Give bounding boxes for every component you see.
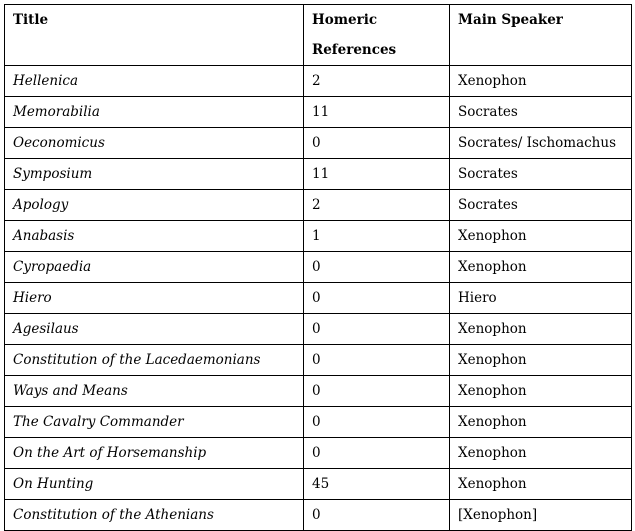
main-speaker: Xenophon [450,66,632,97]
work-title: Oeconomicus [5,128,304,159]
table-row [5,469,632,500]
work-title: Constitution of the Athenians [5,500,304,531]
work-title: On Hunting [5,469,304,500]
homeric-reference-count: 0 [304,376,450,407]
table-row [5,407,632,438]
main-speaker: Xenophon [450,252,632,283]
main-speaker: Socrates [450,97,632,128]
table-row [5,438,632,469]
table-row [5,283,632,314]
table-row [5,252,632,283]
work-title: Agesilaus [5,314,304,345]
main-speaker: Xenophon [450,407,632,438]
main-speaker: Socrates/ Ischomachus [450,128,632,159]
homeric-reference-count: 11 [304,159,450,190]
homeric-reference-count: 0 [304,252,450,283]
header-homeric-references: Homeric References [304,5,450,66]
work-title: Symposium [5,159,304,190]
main-speaker: Socrates [450,190,632,221]
homeric-reference-count: 0 [304,283,450,314]
work-title: Memorabilia [5,97,304,128]
homeric-reference-count: 0 [304,314,450,345]
work-title: Ways and Means [5,376,304,407]
homeric-references-table [4,4,632,531]
table-row [5,314,632,345]
main-speaker: Xenophon [450,438,632,469]
homeric-reference-count: 0 [304,128,450,159]
main-speaker: Xenophon [450,221,632,252]
main-speaker: Socrates [450,159,632,190]
table-row [5,500,632,531]
work-title: On the Art of Horsemanship [5,438,304,469]
homeric-reference-count: 2 [304,66,450,97]
work-title: Anabasis [5,221,304,252]
table-row [5,345,632,376]
work-title: Constitution of the Lacedaemonians [5,345,304,376]
header-row [5,5,632,66]
homeric-reference-count: 0 [304,500,450,531]
main-speaker: Xenophon [450,314,632,345]
homeric-reference-count: 0 [304,345,450,376]
table-row [5,128,632,159]
homeric-reference-count: 0 [304,407,450,438]
homeric-reference-count: 0 [304,438,450,469]
main-speaker: [Xenophon] [450,500,632,531]
main-speaker: Xenophon [450,376,632,407]
homeric-reference-count: 1 [304,221,450,252]
homeric-reference-count: 11 [304,97,450,128]
main-speaker: Hiero [450,283,632,314]
work-title: Hiero [5,283,304,314]
table-row [5,66,632,97]
work-title: Apology [5,190,304,221]
homeric-reference-count: 2 [304,190,450,221]
main-speaker: Xenophon [450,345,632,376]
header-main-speaker: Main Speaker [450,5,632,66]
table-row [5,376,632,407]
table-row [5,159,632,190]
work-title: The Cavalry Commander [5,407,304,438]
work-title: Cyropaedia [5,252,304,283]
table-row [5,97,632,128]
homeric-reference-count: 45 [304,469,450,500]
work-title: Hellenica [5,66,304,97]
table-row [5,221,632,252]
table-row [5,190,632,221]
main-speaker: Xenophon [450,469,632,500]
header-title: Title [5,5,304,66]
